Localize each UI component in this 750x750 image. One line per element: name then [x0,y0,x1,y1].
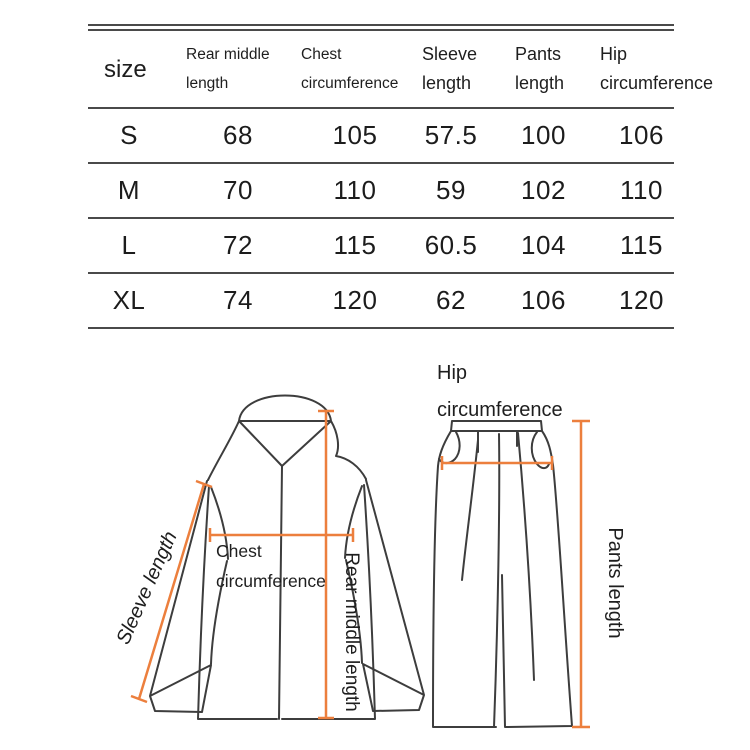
header-chest-line1: Chest [301,46,342,63]
value-cell: 120 [332,285,378,315]
header-chest-line2: circumference [301,75,399,92]
chest-label-line2: circumference [216,571,326,591]
size-cell: XL [112,285,146,315]
size-table [88,24,714,329]
value-cell: 120 [619,285,664,315]
sleeve-length-label: Sleeve length [112,528,182,648]
value-cell: 110 [620,175,663,205]
header-sleeve-line1: Sleeve [422,44,478,64]
value-cell: 62 [436,285,466,315]
size-table-header [88,31,714,109]
pants-waistband [451,421,542,452]
header-cell-pants-length [488,31,575,107]
size-cell: M [117,175,141,205]
header-cell-size [88,31,170,107]
header-rear-line2: length [186,75,229,92]
header-pants-line2: length [515,73,565,93]
value-cell: 70 [223,175,253,205]
pants-length-label: Pants length [604,527,626,639]
header-cell-chest-circumference [288,31,402,107]
hip-measure-line [442,456,552,470]
value-cell: 102 [521,175,566,205]
header-size-line1: size [104,55,147,83]
value-cell: 74 [223,285,253,315]
value-cell: 60.5 [424,230,478,260]
jacket-sketch [150,396,424,720]
header-cell-sleeve-length [402,31,488,107]
table-row-l [88,219,674,274]
hip-label-line2: circumference [437,399,563,421]
size-cell: S [120,120,138,150]
jacket-sleeves [150,480,424,712]
pants-length-measure-line [572,421,590,727]
value-cell: 100 [521,120,566,150]
value-cell: 115 [620,230,663,260]
rear-middle-measure-line [318,411,334,718]
value-cell: 110 [333,175,377,205]
table-row-xl [88,274,674,329]
measurement-diagram [0,340,750,750]
header-sleeve-line2: length [422,73,472,93]
value-cell: 115 [333,230,377,260]
value-cell: 59 [436,175,466,205]
value-cell: 57.5 [424,120,478,150]
pants-creases-pockets [439,432,549,680]
rear-middle-length-label: Rear middle length [341,552,362,712]
size-cell: L [121,230,137,260]
table-row-s [88,109,674,164]
header-pants-line1: Pants [515,44,562,64]
value-cell: 106 [521,285,566,315]
value-cell: 105 [332,120,378,150]
hood-outline [208,396,366,481]
table-row-m [88,164,674,219]
chest-label-line1: Chest [216,541,262,561]
value-cell: 72 [223,230,253,260]
value-cell: 106 [619,120,664,150]
pants-outline [433,431,572,727]
header-hip-line2: circumference [600,73,714,93]
header-cell-hip-circumference [575,31,714,107]
header-hip-line1: Hip [600,44,628,64]
header-rear-line1: Rear middle [186,46,270,63]
value-cell: 104 [521,230,566,260]
hip-label-line1: Hip [437,362,468,384]
header-cell-rear-middle-length [170,31,288,107]
value-cell: 68 [223,120,253,150]
